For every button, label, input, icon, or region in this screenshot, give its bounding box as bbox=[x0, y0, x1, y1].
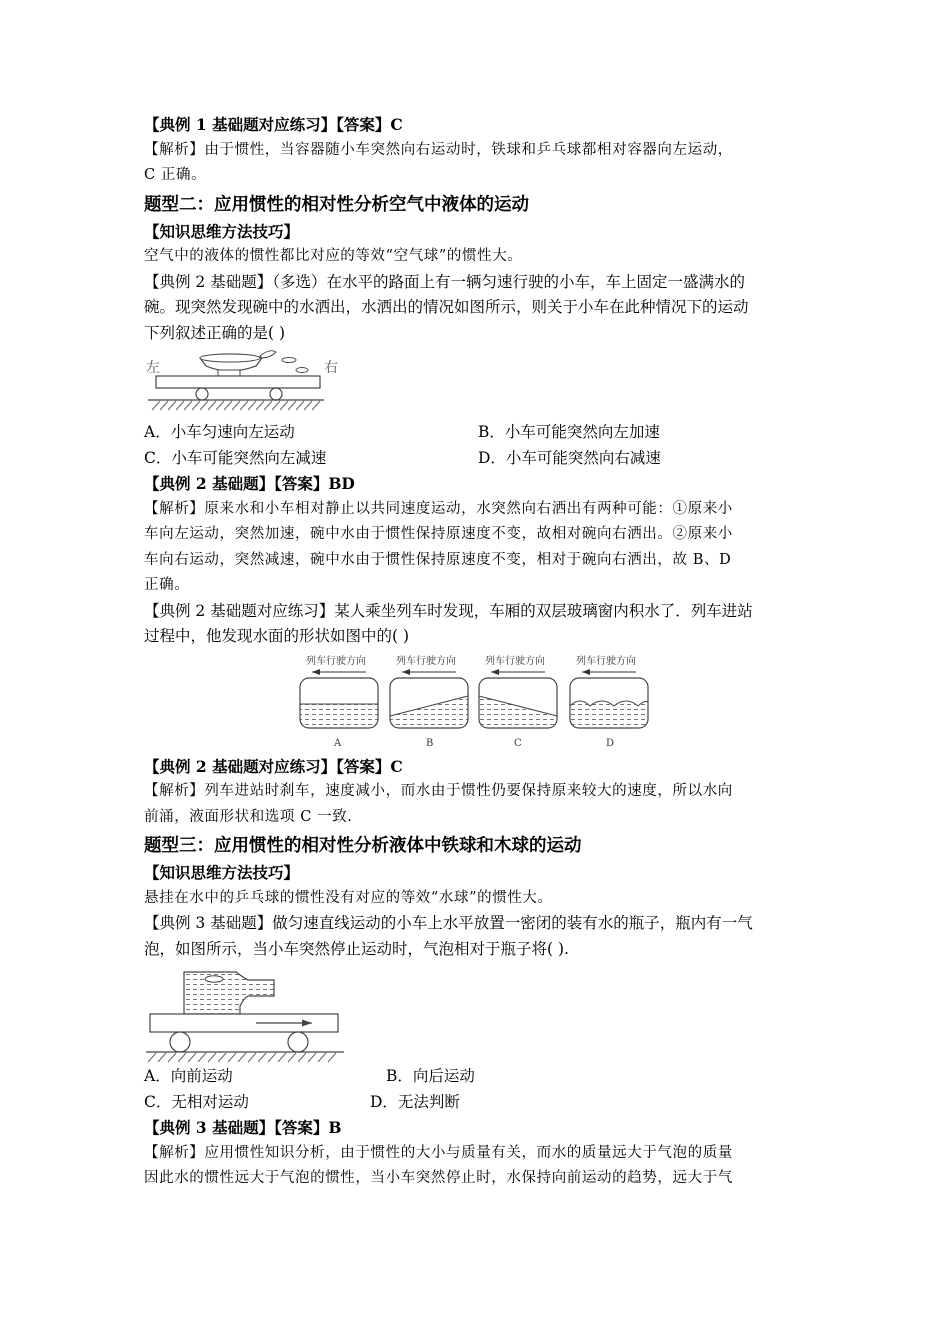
direction-caption-d: 列车行驶方向 bbox=[576, 655, 636, 667]
ex3-options-row-1 bbox=[144, 1064, 814, 1090]
cart-bowl-figure bbox=[144, 346, 344, 420]
direction-caption-b: 列车行驶方向 bbox=[396, 655, 456, 667]
direction-caption-a: 列车行驶方向 bbox=[306, 655, 366, 667]
window-panel-a bbox=[294, 654, 384, 749]
ex2-practice-question-line-1: 【典例 2 基础题对应练习】某人乘坐列车时发现，车厢的双层玻璃窗内积水了．列车进站 bbox=[144, 601, 753, 620]
ex3-analysis-line-2: 因此水的惯性远大于气泡的惯性，当小车突然停止时，水保持向前运动的趋势，远大于气 bbox=[144, 1170, 733, 1186]
ex3-answer: 【典例 3 基础题】【答案】B bbox=[144, 1118, 342, 1137]
ex2-practice-answer: 【典例 2 基础题对应练习】【答案】C bbox=[144, 756, 403, 776]
option-letter-a: A bbox=[334, 737, 342, 749]
cart-bottle-figure bbox=[144, 962, 354, 1064]
air-bubble-icon bbox=[205, 976, 223, 982]
ex3-option-b: B．向后运动 bbox=[386, 1067, 475, 1085]
direction-caption-c: 列车行驶方向 bbox=[485, 655, 545, 667]
ex1-analysis-line-2: C 正确。 bbox=[144, 167, 207, 183]
topic3-skill-label: 【知识思维方法技巧】 bbox=[144, 863, 300, 882]
ex2-practice-analysis-line-2: 前涌，液面形状和选项 C 一致. bbox=[144, 808, 353, 825]
figure-label-right: 右 bbox=[324, 360, 338, 376]
water-splash-icon bbox=[260, 351, 308, 373]
ex2-question-line-3: 下列叙述正确的是( ) bbox=[144, 323, 286, 342]
ex2-question-line-1: 【典例 2 基础题】（多选）在水平的路面上有一辆匀速行驶的小车，车上固定一盛满水的 bbox=[144, 272, 745, 291]
sealed-bottle-icon bbox=[184, 972, 274, 1014]
topic2-skill-text: 空气中的液体的惯性都比对应的等效“空气球”的惯性大。 bbox=[144, 248, 523, 264]
ex3-options-row-2 bbox=[144, 1090, 814, 1116]
ex2-analysis-line-3: 车向右运动，突然减速，碗中水由于惯性保持原速度不变，相对于碗向右洒出，故 B、D bbox=[144, 551, 732, 568]
ex2-options-row-2 bbox=[144, 446, 814, 472]
ex2-practice-question-line-2: 过程中，他发现水面的形状如图中的( ) bbox=[144, 627, 410, 645]
option-letter-b: B bbox=[426, 737, 434, 749]
document-page bbox=[144, 112, 814, 1192]
cart-wheel-left-2 bbox=[170, 1032, 190, 1052]
ex2-answer: 【典例 2 基础题】【答案】BD bbox=[144, 474, 355, 493]
window-panel-b bbox=[384, 654, 474, 749]
window-panel-d bbox=[564, 654, 654, 749]
ex2-practice-analysis-line-1: 【解析】列车进站时刹车，速度减小，而水由于惯性仍要保持原来较大的速度，所以水向 bbox=[144, 783, 733, 799]
ex2-question-line-2: 碗。现突然发现碗中的水洒出，水洒出的情况如图所示，则关于小车在此种情况下的运动 bbox=[144, 298, 749, 316]
ex1-practice-answer: 【典例 1 基础题对应练习】【答案】C bbox=[144, 115, 403, 134]
figure-label-left: 左 bbox=[146, 360, 160, 376]
topic2-title: 题型二：应用惯性的相对性分析空气中液体的运动 bbox=[144, 194, 529, 215]
ex2-analysis-line-4: 正确。 bbox=[144, 577, 190, 593]
ex2-option-d: D．小车可能突然向右减速 bbox=[478, 448, 661, 467]
train-window-figure bbox=[144, 652, 814, 754]
cart-wheel-left bbox=[196, 388, 208, 400]
ex2-analysis-line-1: 【解析】原来水和小车相对静止以共同速度运动，水突然向右洒出有两种可能：①原来小 bbox=[144, 500, 733, 517]
ex1-analysis-line-1: 【解析】由于惯性，当容器随小车突然向右运动时，铁球和乒乓球都相对容器向左运动， bbox=[144, 141, 733, 158]
ex2-option-c: C．小车可能突然向左减速 bbox=[144, 448, 327, 467]
topic3-skill-text: 悬挂在水中的乒乓球的惯性没有对应的等效“水球”的惯性大。 bbox=[144, 889, 553, 906]
ex3-question-line-1: 【典例 3 基础题】做匀速直线运动的小车上水平放置一密闭的装有水的瓶子，瓶内有一气 bbox=[144, 914, 753, 932]
cart-wheel-right-2 bbox=[288, 1032, 308, 1052]
topic3-title: 题型三：应用惯性的相对性分析液体中铁球和木球的运动 bbox=[144, 836, 582, 856]
ground-hatching bbox=[152, 401, 320, 410]
cart-wheel-right bbox=[270, 388, 282, 400]
ex3-analysis-line-1: 【解析】应用惯性知识分析，由于惯性的大小与质量有关，而水的质量远大于气泡的质量 bbox=[144, 1144, 733, 1161]
bowl-icon bbox=[200, 354, 262, 376]
ex3-option-a: A．向前运动 bbox=[144, 1067, 233, 1085]
window-panel-c bbox=[473, 654, 563, 749]
ex3-option-c: C．无相对运动 bbox=[144, 1092, 249, 1111]
option-letter-c: C bbox=[514, 737, 522, 749]
ex2-option-b: B．小车可能突然向左加速 bbox=[478, 423, 660, 441]
ex3-question-line-2: 泡，如图所示，当小车突然停止运动时，气泡相对于瓶子将( ). bbox=[144, 939, 569, 958]
cart-body bbox=[156, 376, 320, 388]
option-letter-d: D bbox=[606, 737, 615, 749]
ex3-option-d: D．无法判断 bbox=[370, 1092, 460, 1111]
ex2-options-row-1 bbox=[144, 420, 814, 446]
ex2-analysis-line-2: 车向左运动，突然加速，碗中水由于惯性保持原速度不变，故相对碗向右洒出。②原来小 bbox=[144, 526, 733, 542]
ground-hatching-2 bbox=[148, 1053, 336, 1062]
ex2-option-a: A．小车匀速向左运动 bbox=[144, 423, 295, 441]
topic2-skill-label: 【知识思维方法技巧】 bbox=[144, 221, 300, 241]
